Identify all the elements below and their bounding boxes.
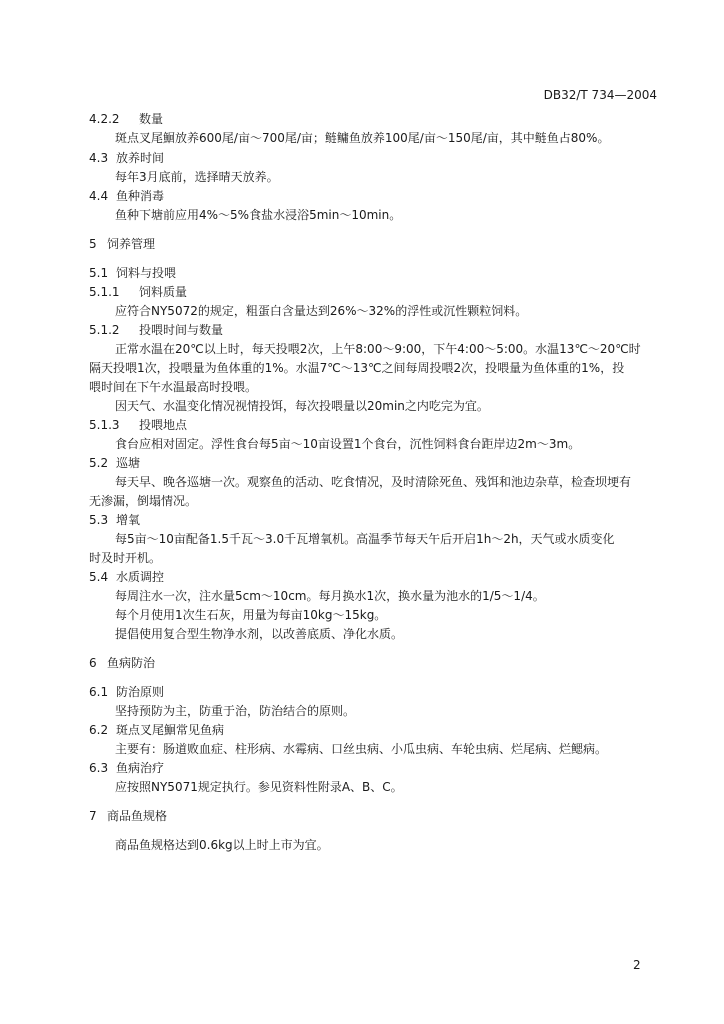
section-number: 4.4 <box>89 189 109 203</box>
section-title: 防治原则 <box>116 685 165 699</box>
heading-6-3 <box>89 760 164 776</box>
heading-5-1-1 <box>89 284 187 300</box>
heading-4-3 <box>89 150 164 166</box>
section-number: 6.3 <box>89 761 109 775</box>
paragraph-line: 时及时开机。 <box>89 551 162 565</box>
section-title: 投喂时间与数量 <box>139 323 224 337</box>
section-number: 5.3 <box>89 513 109 527</box>
paragraph: 每周注水一次，注水量5cm～10cm。每月换水1次，换水量为池水的1/5～1/4。 <box>115 589 545 603</box>
heading-5-4 <box>89 569 164 585</box>
heading-4-2-2 <box>89 111 163 127</box>
section-number: 5.1 <box>89 266 109 280</box>
section-title: 投喂地点 <box>139 418 188 432</box>
paragraph: 每个月使用1次生石灰，用量为每亩10kg～15kg。 <box>115 608 387 622</box>
heading-5-1-3 <box>89 417 187 433</box>
section-number: 6 <box>89 656 97 670</box>
section-number: 6.2 <box>89 723 109 737</box>
paragraph-line: 喂时间在下午水温最高时投喂。 <box>89 380 258 394</box>
heading-5 <box>89 236 155 252</box>
section-title: 巡塘 <box>116 456 141 470</box>
section-number: 7 <box>89 809 97 823</box>
paragraph: 商品鱼规格达到0.6kg以上时上市为宜。 <box>115 838 329 852</box>
section-title: 饲养管理 <box>107 237 156 251</box>
section-title: 鱼病防治 <box>107 656 156 670</box>
section-number: 4.2.2 <box>89 112 120 126</box>
heading-6-1 <box>89 684 164 700</box>
section-title: 鱼病治疗 <box>116 761 165 775</box>
page-number: 2 <box>633 958 641 972</box>
paragraph: 斑点叉尾鮰放养600尾/亩～700尾/亩；鲢鳙鱼放养100尾/亩～150尾/亩，其中鲢鱼占80%。 <box>115 131 610 145</box>
section-title: 饲料质量 <box>139 285 188 299</box>
heading-6-2 <box>89 722 224 738</box>
paragraph: 坚持预防为主，防重于治，防治结合的原则。 <box>115 704 356 718</box>
heading-5-1-2 <box>89 322 223 338</box>
section-title: 饲料与投喂 <box>116 266 177 280</box>
paragraph-line: 隔天投喂1次，投喂量为鱼体重的1%。水温7℃～13℃之间每周投喂2次，投喂量为鱼体重的1%，投 <box>89 361 625 375</box>
paragraph: 鱼种下塘前应用4%～5%食盐水浸浴5min～10min。 <box>115 208 402 222</box>
section-title: 增氧 <box>116 513 141 527</box>
standard-code: DB32/T 734—2004 <box>543 88 657 102</box>
paragraph: 主要有：肠道败血症、柱形病、水霉病、口丝虫病、小瓜虫病、车轮虫病、烂尾病、烂鳃病。 <box>115 742 608 756</box>
heading-6 <box>89 655 155 671</box>
section-number: 5.1.2 <box>89 323 120 337</box>
section-title: 数量 <box>139 112 164 126</box>
section-number: 5.4 <box>89 570 109 584</box>
paragraph-line: 正常水温在20℃以上时，每天投喂2次，上午8:00～9:00，下午4:00～5:00。水温13℃～20℃时 <box>115 342 641 356</box>
paragraph-line: 每天早、晚各巡塘一次。观察鱼的活动、吃食情况，及时清除死鱼、残饵和池边杂草，检查坝埂有 <box>115 475 632 489</box>
section-number: 5.1.1 <box>89 285 120 299</box>
section-number: 5 <box>89 237 97 251</box>
section-number: 5.2 <box>89 456 109 470</box>
section-title: 商品鱼规格 <box>107 809 168 823</box>
section-number: 6.1 <box>89 685 109 699</box>
heading-5-2 <box>89 455 140 471</box>
section-title: 斑点叉尾鮰常见鱼病 <box>116 723 225 737</box>
heading-4-4 <box>89 188 164 204</box>
paragraph: 每年3月底前，选择晴天放养。 <box>115 170 279 184</box>
section-title: 鱼种消毒 <box>116 189 165 203</box>
section-number: 4.3 <box>89 151 109 165</box>
section-title: 水质调控 <box>116 570 165 584</box>
paragraph: 提倡使用复合型生物净水剂，以改善底质、净化水质。 <box>115 627 404 641</box>
heading-5-3 <box>89 512 140 528</box>
heading-7 <box>89 808 167 824</box>
paragraph: 应符合NY5072的规定，粗蛋白含量达到26%～32%的浮性或沉性颗粒饲料。 <box>115 304 528 318</box>
paragraph: 食台应相对固定。浮性食台每5亩～10亩设置1个食台，沉性饲料食台距岸边2m～3m。 <box>115 437 581 451</box>
heading-5-1 <box>89 265 176 281</box>
section-number: 5.1.3 <box>89 418 120 432</box>
paragraph-line: 每5亩～10亩配备1.5千瓦～3.0千瓦增氧机。高温季节每天午后开启1h～2h，天气或水质变化 <box>115 532 615 546</box>
paragraph: 应按照NY5071规定执行。参见资料性附录A、B、C。 <box>115 780 403 794</box>
paragraph-line: 无渗漏，倒塌情况。 <box>89 494 198 508</box>
section-title: 放养时间 <box>116 151 165 165</box>
paragraph: 因天气、水温变化情况视情投饵，每次投喂量以20min之内吃完为宜。 <box>115 399 489 413</box>
